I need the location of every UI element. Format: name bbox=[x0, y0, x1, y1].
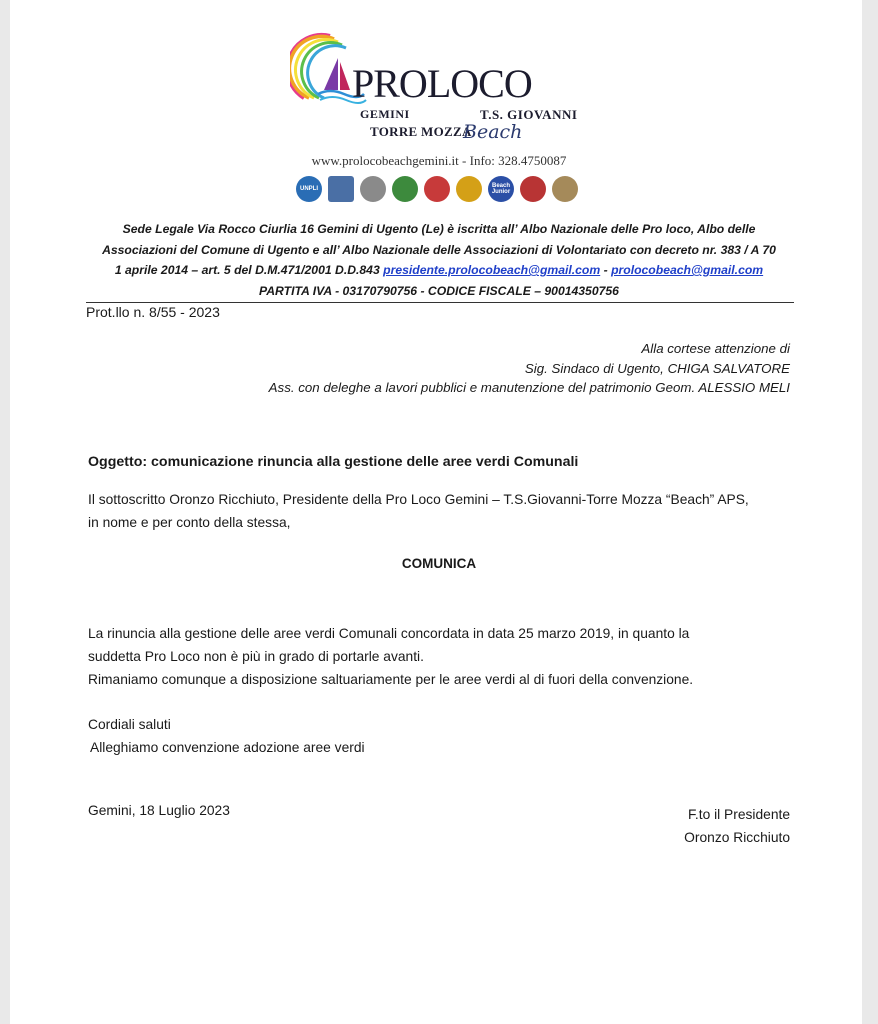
email-presidente-link[interactable]: presidente.prolocobeach@gmail.com bbox=[383, 263, 601, 277]
email-separator: - bbox=[600, 263, 612, 277]
logo-gemini: GEMINI bbox=[360, 107, 410, 121]
logo-pro-loco: PROLOCO bbox=[352, 61, 532, 106]
legal-line-3-text: 1 aprile 2014 – art. 5 del D.M.471/2001 D.D.843 bbox=[114, 263, 384, 277]
comunica-heading: COMUNICA bbox=[401, 556, 477, 571]
citta-badge-icon bbox=[360, 176, 386, 202]
letter-date: Gemini, 18 Luglio 2023 bbox=[88, 803, 230, 818]
body-paragraph bbox=[88, 622, 693, 691]
intro-paragraph bbox=[88, 488, 749, 534]
body-line: suddetta Pro Loco non è più in grado di portarle avanti. bbox=[88, 649, 424, 664]
intro-line: in nome e per conto della stessa, bbox=[88, 515, 291, 530]
legal-line-3 bbox=[60, 260, 818, 281]
beach-junior-badge-icon: Beach Junior bbox=[488, 176, 514, 202]
logo-ts-giovanni: T.S. GIOVANNI bbox=[480, 107, 578, 122]
signature-block bbox=[684, 803, 790, 849]
email-prolocobeach-link[interactable]: prolocobeach@gmail.com bbox=[611, 263, 764, 277]
subject-line: Oggetto: comunicazione rinuncia alla gestione delle aree verdi Comunali bbox=[88, 454, 579, 470]
intro-line: Il sottoscritto Oronzo Ricchiuto, Presidente della Pro Loco Gemini – T.S.Giovanni-Torre Mozza “Beach” APS, bbox=[88, 492, 749, 507]
partner-badges bbox=[296, 176, 578, 202]
signature-title: F.to il Presidente bbox=[688, 807, 790, 822]
closing-block bbox=[88, 713, 365, 759]
recipients-block bbox=[269, 339, 790, 398]
header-divider bbox=[86, 302, 794, 303]
attachment-note: Alleghiamo convenzione adozione aree verdi bbox=[90, 740, 365, 755]
body-line: Rimaniamo comunque a disposizione saltuariamente per le aree verdi al di fuori della convenzione. bbox=[88, 672, 694, 687]
legal-line-4: PARTITA IVA - 03170790756 - CODICE FISCALE – 90014350756 bbox=[259, 283, 619, 298]
comune-crest-icon bbox=[328, 176, 354, 202]
body-line: La rinuncia alla gestione delle aree verdi Comunali concordata in data 25 marzo 2019, in quanto la bbox=[88, 626, 690, 641]
website-info-line: www.prolocobeachgemini.it - Info: 328.4750087 bbox=[311, 153, 567, 168]
unpli-badge-icon: UNPLI bbox=[296, 176, 322, 202]
shell-badge-icon bbox=[552, 176, 578, 202]
logo-torre-mozza: TORRE MOZZA bbox=[370, 124, 472, 139]
greeting: Cordiali saluti bbox=[88, 717, 171, 732]
recipient-line: Alla cortese attenzione di bbox=[641, 341, 790, 356]
protocol-number: Prot.llo n. 8/55 - 2023 bbox=[86, 304, 220, 320]
servizio-civile-badge-icon bbox=[424, 176, 450, 202]
legal-header bbox=[60, 219, 818, 301]
signature-name: Oronzo Ricchiuto bbox=[684, 830, 790, 845]
recipient-line: Sig. Sindaco di Ugento, CHIGA SALVATORE bbox=[524, 360, 790, 376]
legal-line-2: Associazioni del Comune di Ugento e all’ Albo Nazionale delle Associazioni di Volontariato con decreto nr. 383 / A 70 bbox=[102, 242, 776, 257]
festival-badge-icon bbox=[520, 176, 546, 202]
star-badge-icon bbox=[456, 176, 482, 202]
association-badge-icon bbox=[392, 176, 418, 202]
recipient-line: Ass. con deleghe a lavori pubblici e manutenzione del patrimonio Geom. ALESSIO MELI bbox=[268, 380, 790, 395]
legal-line-1: Sede Legale Via Rocco Ciurlia 16 Gemini di Ugento (Le) è iscritta all’ Albo Nazionale delle Pro loco, Albo delle bbox=[122, 222, 756, 236]
logo-beach: Beach bbox=[463, 121, 523, 143]
